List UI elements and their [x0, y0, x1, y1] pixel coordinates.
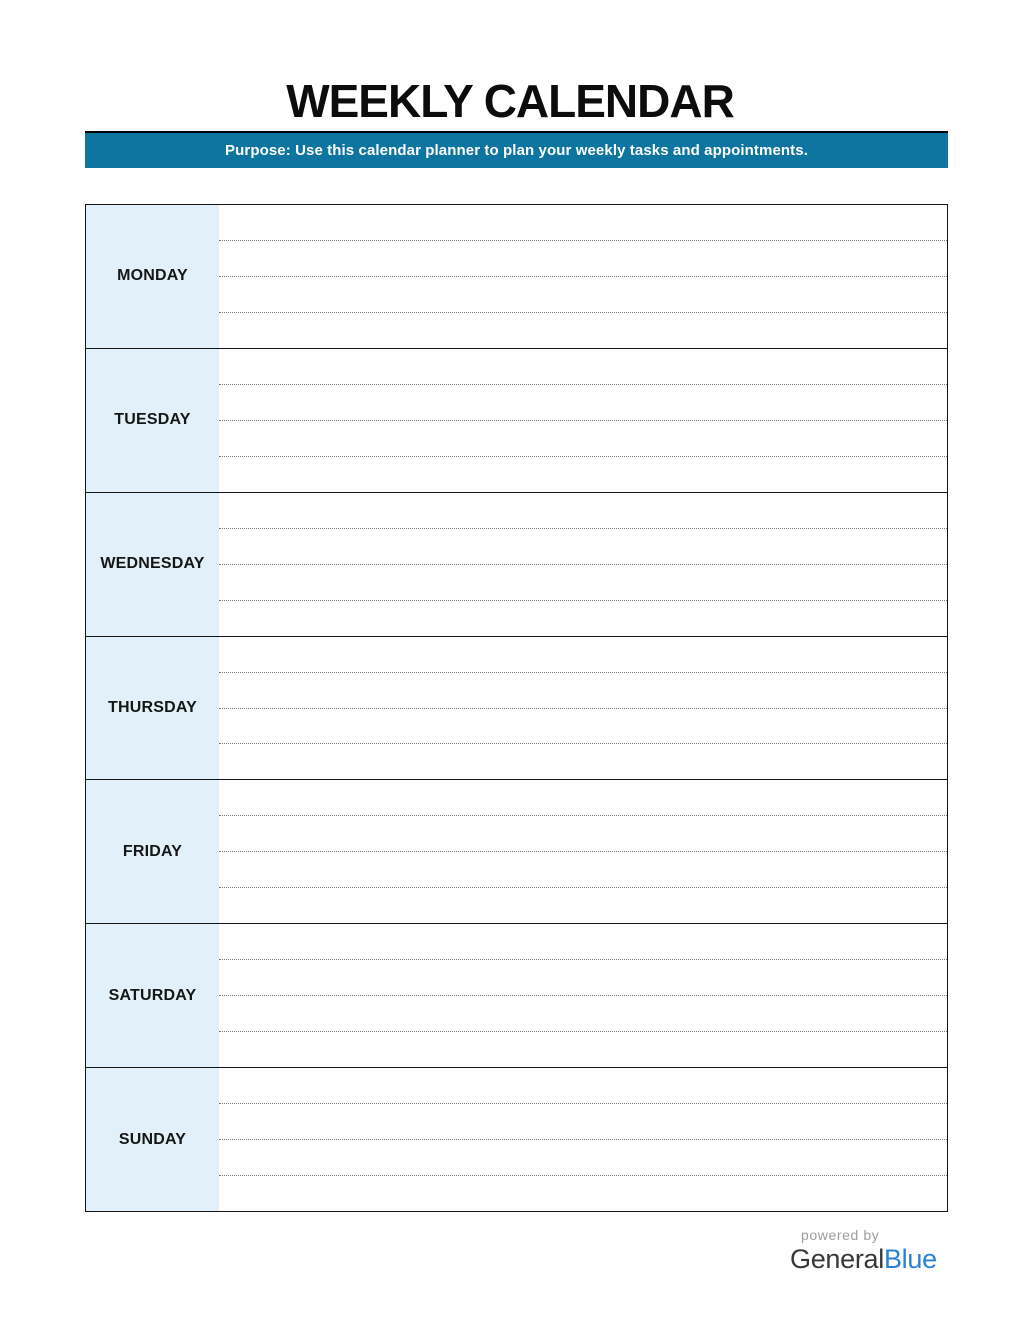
note-line — [219, 241, 947, 277]
day-label: THURSDAY — [86, 637, 219, 780]
brand-general-text: General — [790, 1243, 884, 1274]
note-line — [219, 565, 947, 601]
note-line — [219, 349, 947, 385]
day-label: MONDAY — [86, 205, 219, 348]
table-row — [86, 349, 947, 493]
note-line — [219, 852, 947, 888]
note-line — [219, 996, 947, 1032]
day-label: TUESDAY — [86, 349, 219, 492]
brand-logo — [790, 1244, 950, 1275]
note-line — [219, 1068, 947, 1104]
note-line — [219, 313, 947, 348]
powered-by-label: powered by — [801, 1227, 880, 1243]
day-label: WEDNESDAY — [86, 493, 219, 636]
note-line — [219, 529, 947, 565]
purpose-banner — [85, 131, 948, 168]
note-line — [219, 1104, 947, 1140]
note-line — [219, 637, 947, 673]
table-row — [86, 637, 947, 781]
day-notes-area — [219, 924, 947, 1067]
note-line — [219, 1032, 947, 1067]
note-line — [219, 1176, 947, 1211]
brand-footer — [790, 1227, 950, 1275]
brand-blue-text: Blue — [883, 1243, 937, 1274]
day-notes-area — [219, 493, 947, 636]
note-line — [219, 780, 947, 816]
note-line — [219, 601, 947, 636]
note-line — [219, 421, 947, 457]
table-row — [86, 924, 947, 1068]
table-row — [86, 1068, 947, 1211]
day-notes-area — [219, 349, 947, 492]
day-label: SUNDAY — [86, 1068, 219, 1211]
note-line — [219, 457, 947, 492]
note-line — [219, 205, 947, 241]
weekly-calendar-table — [85, 204, 948, 1212]
day-label: SATURDAY — [86, 924, 219, 1067]
day-notes-area — [219, 637, 947, 780]
note-line — [219, 385, 947, 421]
table-row — [86, 493, 947, 637]
note-line — [219, 1140, 947, 1176]
table-row — [86, 780, 947, 924]
note-line — [219, 924, 947, 960]
note-line — [219, 960, 947, 996]
purpose-text: Purpose: Use this calendar planner to plan your weekly tasks and appointments. — [225, 142, 808, 159]
note-line — [219, 744, 947, 779]
day-label: FRIDAY — [86, 780, 219, 923]
page-title: WEEKLY CALENDAR — [286, 75, 734, 127]
day-notes-area — [219, 1068, 947, 1211]
day-notes-area — [219, 780, 947, 923]
table-row — [86, 205, 947, 349]
note-line — [219, 673, 947, 709]
note-line — [219, 816, 947, 852]
day-notes-area — [219, 205, 947, 348]
note-line — [219, 709, 947, 745]
note-line — [219, 493, 947, 529]
note-line — [219, 888, 947, 923]
note-line — [219, 277, 947, 313]
